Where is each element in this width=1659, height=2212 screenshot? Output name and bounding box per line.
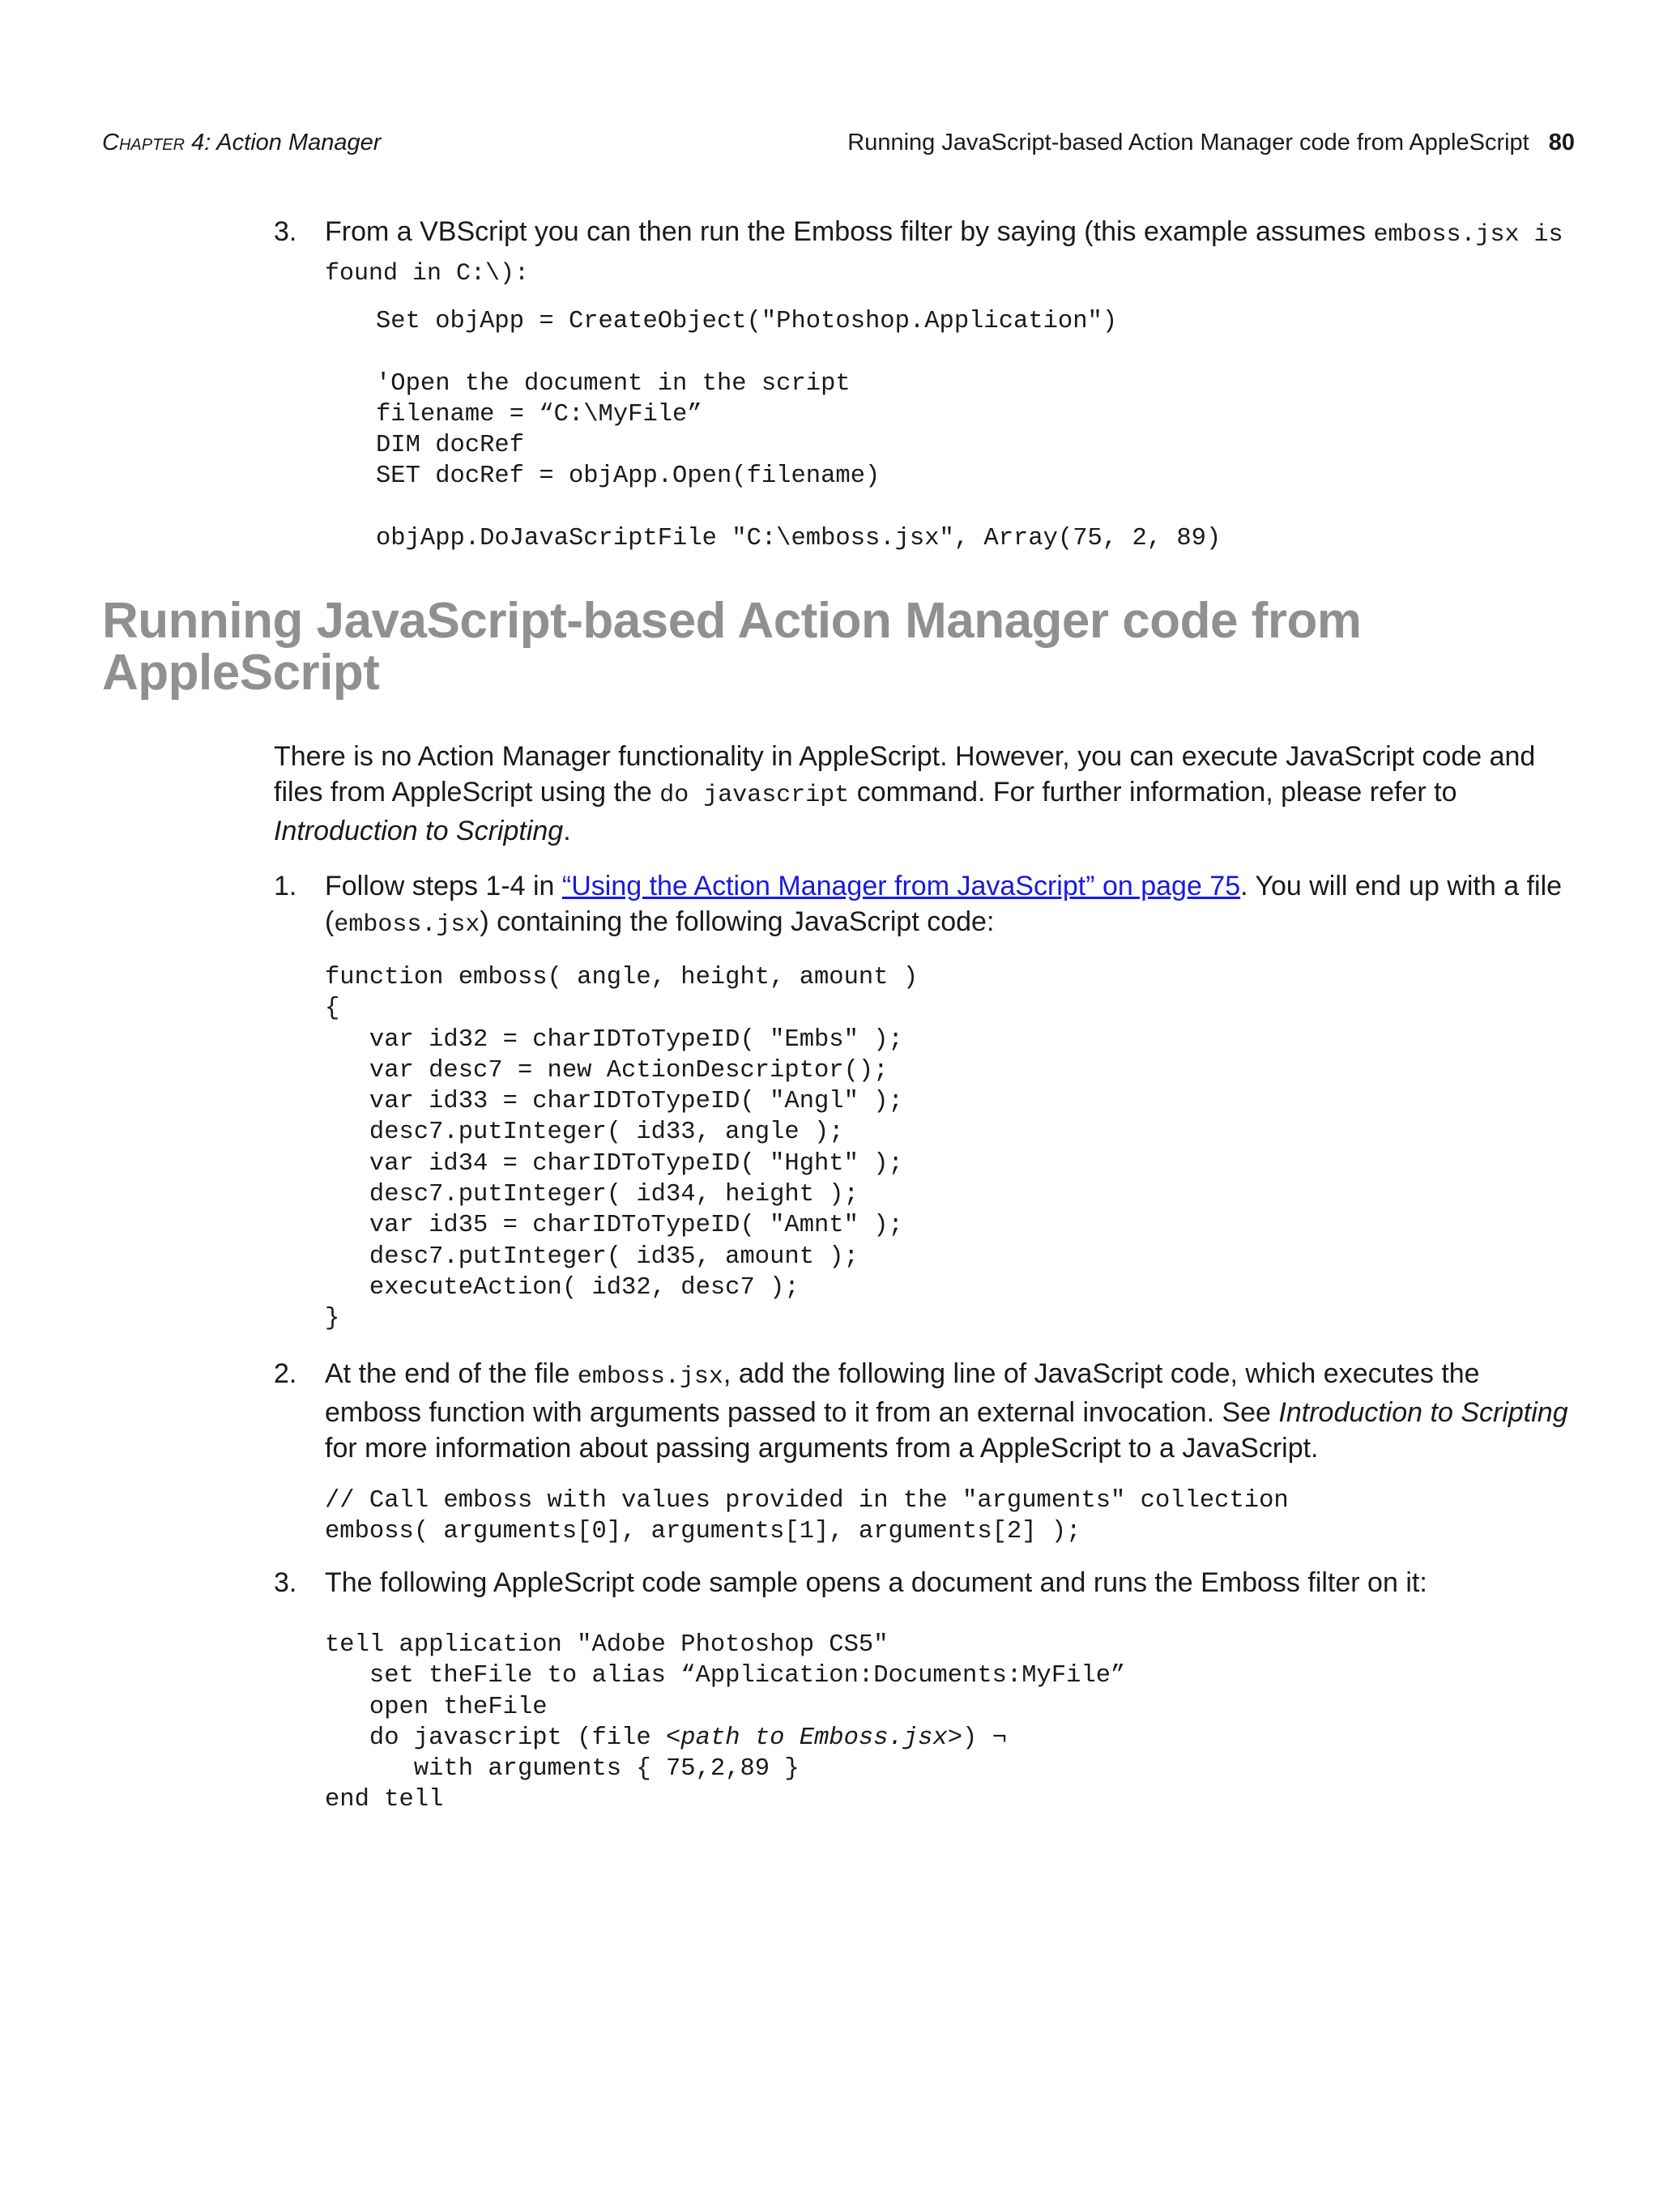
step-number: 3. bbox=[274, 1567, 297, 1598]
code-block-javascript-emboss bbox=[325, 962, 918, 1335]
step-3-applescript-text: The following AppleScript code sample opens a document and runs the Emboss filter on it: bbox=[325, 1567, 1427, 1598]
text-segment: At the end of the file bbox=[325, 1358, 578, 1389]
step-number: 2. bbox=[274, 1358, 297, 1389]
code-line: var id33 = charIDToTypeID( "Angl" ); bbox=[325, 1088, 903, 1116]
code-block-applescript bbox=[325, 1630, 1125, 1816]
code-line: SET docRef = objApp.Open(filename) bbox=[376, 462, 881, 491]
code-line: function emboss( angle, height, amount ) bbox=[325, 964, 919, 991]
code-line: desc7.putInteger( id34, height ); bbox=[325, 1181, 859, 1209]
text-segment: Follow steps 1-4 in bbox=[325, 871, 562, 901]
text-segment: . bbox=[563, 816, 571, 846]
code-line: desc7.putInteger( id33, angle ); bbox=[325, 1119, 844, 1147]
text-segment: for more information about passing arguments from a AppleScript to a JavaScript. bbox=[325, 1433, 1319, 1464]
code-line: // Call emboss with values provided in the "arguments" collection bbox=[325, 1487, 1289, 1515]
inline-code: emboss.jsx bbox=[334, 911, 480, 939]
step-1-text bbox=[325, 868, 1572, 943]
header-section-title: Running JavaScript-based Action Manager code from AppleScript bbox=[847, 130, 1529, 156]
step-2-text bbox=[325, 1356, 1572, 1466]
text-segment: . You will end up with a file ( bbox=[325, 871, 1563, 937]
inline-code: do javascript bbox=[659, 782, 850, 809]
running-header-chapter bbox=[102, 130, 381, 156]
code-line: { bbox=[325, 995, 340, 1023]
code-line: var desc7 = new ActionDescriptor(); bbox=[325, 1056, 889, 1085]
chapter-label: Chapter 4: bbox=[102, 130, 211, 156]
code-line: desc7.putInteger( id35, amount ); bbox=[325, 1242, 859, 1271]
inline-code: emboss.jsx bbox=[577, 1363, 723, 1391]
text-segment: , add the following line of JavaScript code, which executes the emboss function with arguments passed to it from an external invocation. See bbox=[325, 1358, 1480, 1428]
text-segment: command. For further information, please refer to bbox=[849, 777, 1457, 808]
section-heading: Running JavaScript-based Action Manager code from AppleScript bbox=[102, 593, 1362, 701]
running-header-section bbox=[847, 130, 1575, 156]
code-line: 'Open the document in the script bbox=[376, 369, 851, 398]
step-3-vbscript-text bbox=[325, 214, 1572, 292]
code-line bbox=[376, 337, 1221, 368]
step-number: 1. bbox=[274, 871, 297, 901]
code-line: open theFile bbox=[325, 1693, 548, 1721]
intro-paragraph bbox=[274, 739, 1570, 849]
code-line: objApp.DoJavaScriptFile "C:\emboss.jsx", Array(75, 2, 89) bbox=[376, 525, 1222, 553]
reference-title: Introduction to Scripting bbox=[274, 816, 564, 846]
code-line: emboss( arguments[0], arguments[1], arguments[2] ); bbox=[325, 1518, 1081, 1546]
text-segment: There is no Action Manager functionality in AppleScript. However, you can execute JavaScript code and files from AppleScript using the bbox=[274, 741, 1536, 808]
code-line: DIM docRef bbox=[376, 432, 525, 460]
code-line bbox=[376, 492, 1221, 523]
cross-reference-link[interactable]: “Using the Action Manager from JavaScript” on page 75 bbox=[561, 871, 1241, 901]
code-line: filename = “C:\MyFile” bbox=[376, 400, 702, 428]
code-block-vbscript bbox=[376, 306, 1221, 554]
text-segment: ) containing the following JavaScript code: bbox=[480, 906, 995, 937]
code-line bbox=[325, 1723, 1125, 1754]
page-number: 80 bbox=[1548, 130, 1575, 156]
code-line: var id35 = charIDToTypeID( "Amnt" ); bbox=[325, 1212, 903, 1240]
text-segment: From a VBScript you can then run the Emboss filter by saying (this example assumes bbox=[325, 216, 1374, 247]
code-line: } bbox=[325, 1305, 340, 1333]
code-line: var id34 = charIDToTypeID( "Hght" ); bbox=[325, 1149, 903, 1178]
inline-code: emboss.jsx bbox=[1373, 221, 1520, 249]
code-line: tell application "Adobe Photoshop CS5" bbox=[325, 1631, 889, 1659]
code-line: var id32 = charIDToTypeID( "Embs" ); bbox=[325, 1025, 903, 1054]
code-line: executeAction( id32, desc7 ); bbox=[325, 1273, 800, 1302]
step-number: 3. bbox=[274, 216, 297, 247]
chapter-title: Action Manager bbox=[216, 130, 382, 156]
code-line: end tell bbox=[325, 1786, 444, 1814]
reference-title: Introduction to Scripting bbox=[1278, 1397, 1568, 1428]
code-segment: do javascript (file < bbox=[325, 1724, 681, 1752]
code-line: set theFile to alias “Application:Documents:MyFile” bbox=[325, 1662, 1126, 1690]
code-line: with arguments { 75,2,89 } bbox=[325, 1755, 800, 1784]
code-placeholder: path to Emboss.jsx bbox=[680, 1724, 948, 1752]
inline-code: is found in C:\): bbox=[325, 221, 1563, 288]
code-segment: >) ¬ bbox=[947, 1724, 1007, 1752]
code-block-call-emboss bbox=[325, 1485, 1289, 1548]
code-line: Set objApp = CreateObject("Photoshop.Application") bbox=[376, 308, 1118, 335]
